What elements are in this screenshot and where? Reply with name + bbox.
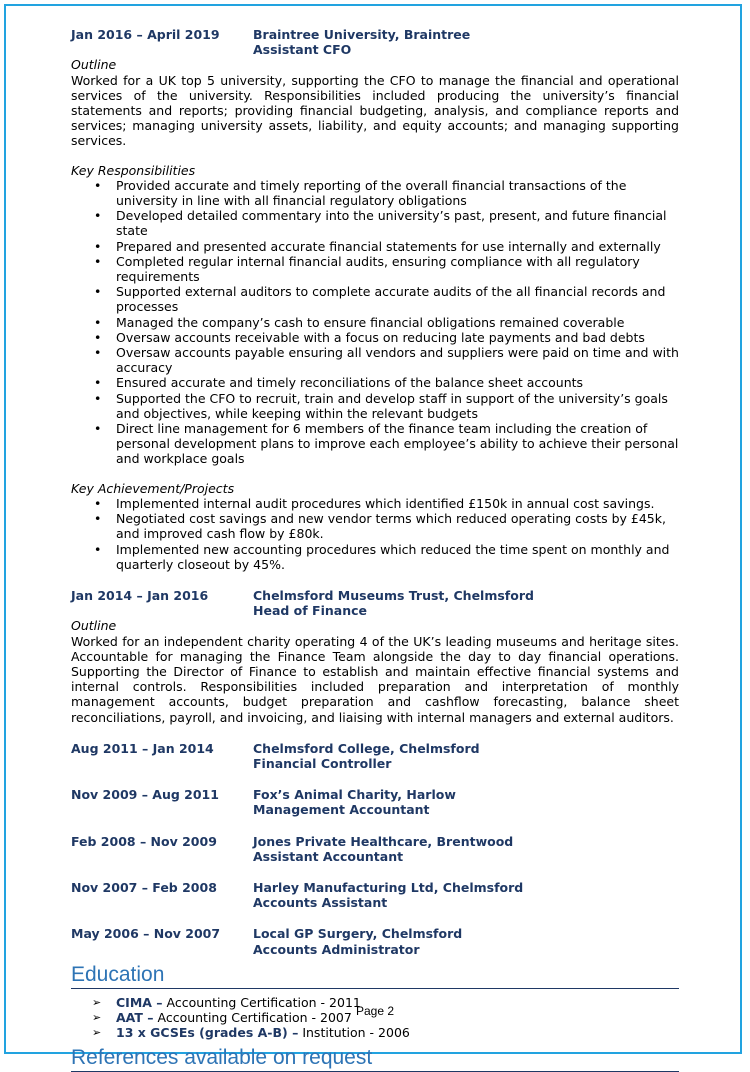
job-organisation: Chelmsford College, Chelmsford [253,740,480,756]
list-item: • Managed the company’s cash to ensure financial obligations remained coverable [116,315,679,330]
list-item: • Ensured accurate and timely reconciliations of the balance sheet accounts [116,375,679,390]
list-item: • Oversaw accounts receivable with a focus on reducing late payments and bad debts [116,330,679,345]
qualification-name: CIMA – [116,994,163,1010]
list-item: • Supported external auditors to complete accurate audits of the all financial records and processes [116,284,679,314]
job-header [71,787,679,817]
achievements-list [71,496,679,572]
job-dates: Nov 2007 – Feb 2008 [71,879,217,895]
job-organisation: Local GP Surgery, Chelmsford [253,926,463,942]
list-item: • Prepared and presented accurate financial statements for use internally and externally [116,239,679,254]
job-organisation: Braintree University, Braintree [253,27,471,42]
education-heading: Education [71,963,679,989]
job-header [71,741,679,771]
education-item [116,1025,679,1040]
job-title: Financial Controller [253,755,392,771]
responsibilities-label: Key Responsibilities [71,162,196,178]
list-item: • Direct line management for 6 members of the finance team including the creation of personal development plans to improve each employee’s ability to achieve their personal and workplace goals [116,421,679,467]
page-number: Page 2 [355,1004,395,1018]
list-item: • Completed regular internal financial audits, ensuring compliance with all regulatory requirements [116,254,679,284]
job-dates: Aug 2011 – Jan 2014 [71,740,214,756]
list-item: • Negotiated cost savings and new vendor terms which reduced operating costs by £45k, and improved cash flow by £80k. [116,511,679,541]
job-organisation: Chelmsford Museums Trust, Chelmsford [253,587,534,603]
cv-page-content [71,27,679,1072]
job-title: Management Accountant [253,802,430,818]
list-item: • Implemented new accounting procedures which reduced the time spent on monthly and quarterly closeout by 45%. [116,542,679,572]
qualification-detail: Institution - 2006 [298,1025,410,1041]
outline-label: Outline [71,57,117,73]
qualification-name: 13 x GCSEs (grades A-B) – [116,1025,299,1041]
job-title: Head of Finance [253,603,367,619]
job-dates: Feb 2008 – Nov 2009 [71,833,217,849]
job-header [71,27,679,57]
qualification-detail: Accounting Certification - 2007 [153,1009,352,1025]
job-organisation: Fox’s Animal Charity, Harlow [253,787,456,803]
qualification-name: AAT – [116,1009,154,1025]
job-outline: Worked for a UK top 5 university, supporting the CFO to manage the financial and operational services of the university. Responsibilities included producing the university’s financial statements and reports; providing financial budgeting, analysis, and compliance reports and services; managing university assets, liability, and equity accounts; and managing supporting services. [71,72,679,149]
references-heading: References available on request [71,1046,679,1072]
job-organisation: Harley Manufacturing Ltd, Chelmsford [253,879,524,895]
job-dates: May 2006 – Nov 2007 [71,926,221,942]
job-dates: Nov 2009 – Aug 2011 [71,787,219,803]
job-outline: Worked for an independent charity operating 4 of the UK’s leading museums and heritage sites. Accountable for managing the Finance Team alongside the day to day financial operations. Supporting the Director of Finance to establish and maintain effective financial systems and internal controls. Responsibilities included preparation and interpretation of monthly management accounts, budget preparation and cashflow forecasting, balance sheet reconciliations, payroll, and invoicing, and liaising with internal managers and external auditors. [71,633,679,725]
list-item: • Supported the CFO to recruit, train and develop staff in support of the university’s goals and objectives, while keeping within the relevant budgets [116,391,679,421]
list-item: • Provided accurate and timely reporting of the overall financial transactions of the university in line with all financial regulatory obligations [116,178,679,208]
job-header [71,588,679,618]
job-header [71,880,679,910]
list-item: • Developed detailed commentary into the university’s past, present, and future financial state [116,208,679,238]
achievements-label: Key Achievement/Projects [71,480,235,496]
qualification-detail: Accounting Certification - 2011 [162,994,361,1010]
job-title: Accounts Assistant [253,895,388,911]
job-title: Accounts Administrator [253,941,420,957]
job-title: Assistant CFO [253,42,352,58]
job-organisation: Jones Private Healthcare, Brentwood [253,833,514,849]
list-item: • Oversaw accounts payable ensuring all vendors and suppliers were paid on time and with accuracy [116,345,679,375]
list-item: • Implemented internal audit procedures which identified £150k in annual cost savings. [116,496,679,511]
job-title: Assistant Accountant [253,848,404,864]
job-dates: Jan 2014 – Jan 2016 [71,587,209,603]
outline-label: Outline [71,618,117,634]
responsibilities-list [71,178,679,467]
job-dates: Jan 2016 – April 2019 [71,27,220,42]
job-header [71,834,679,864]
job-header [71,926,679,956]
